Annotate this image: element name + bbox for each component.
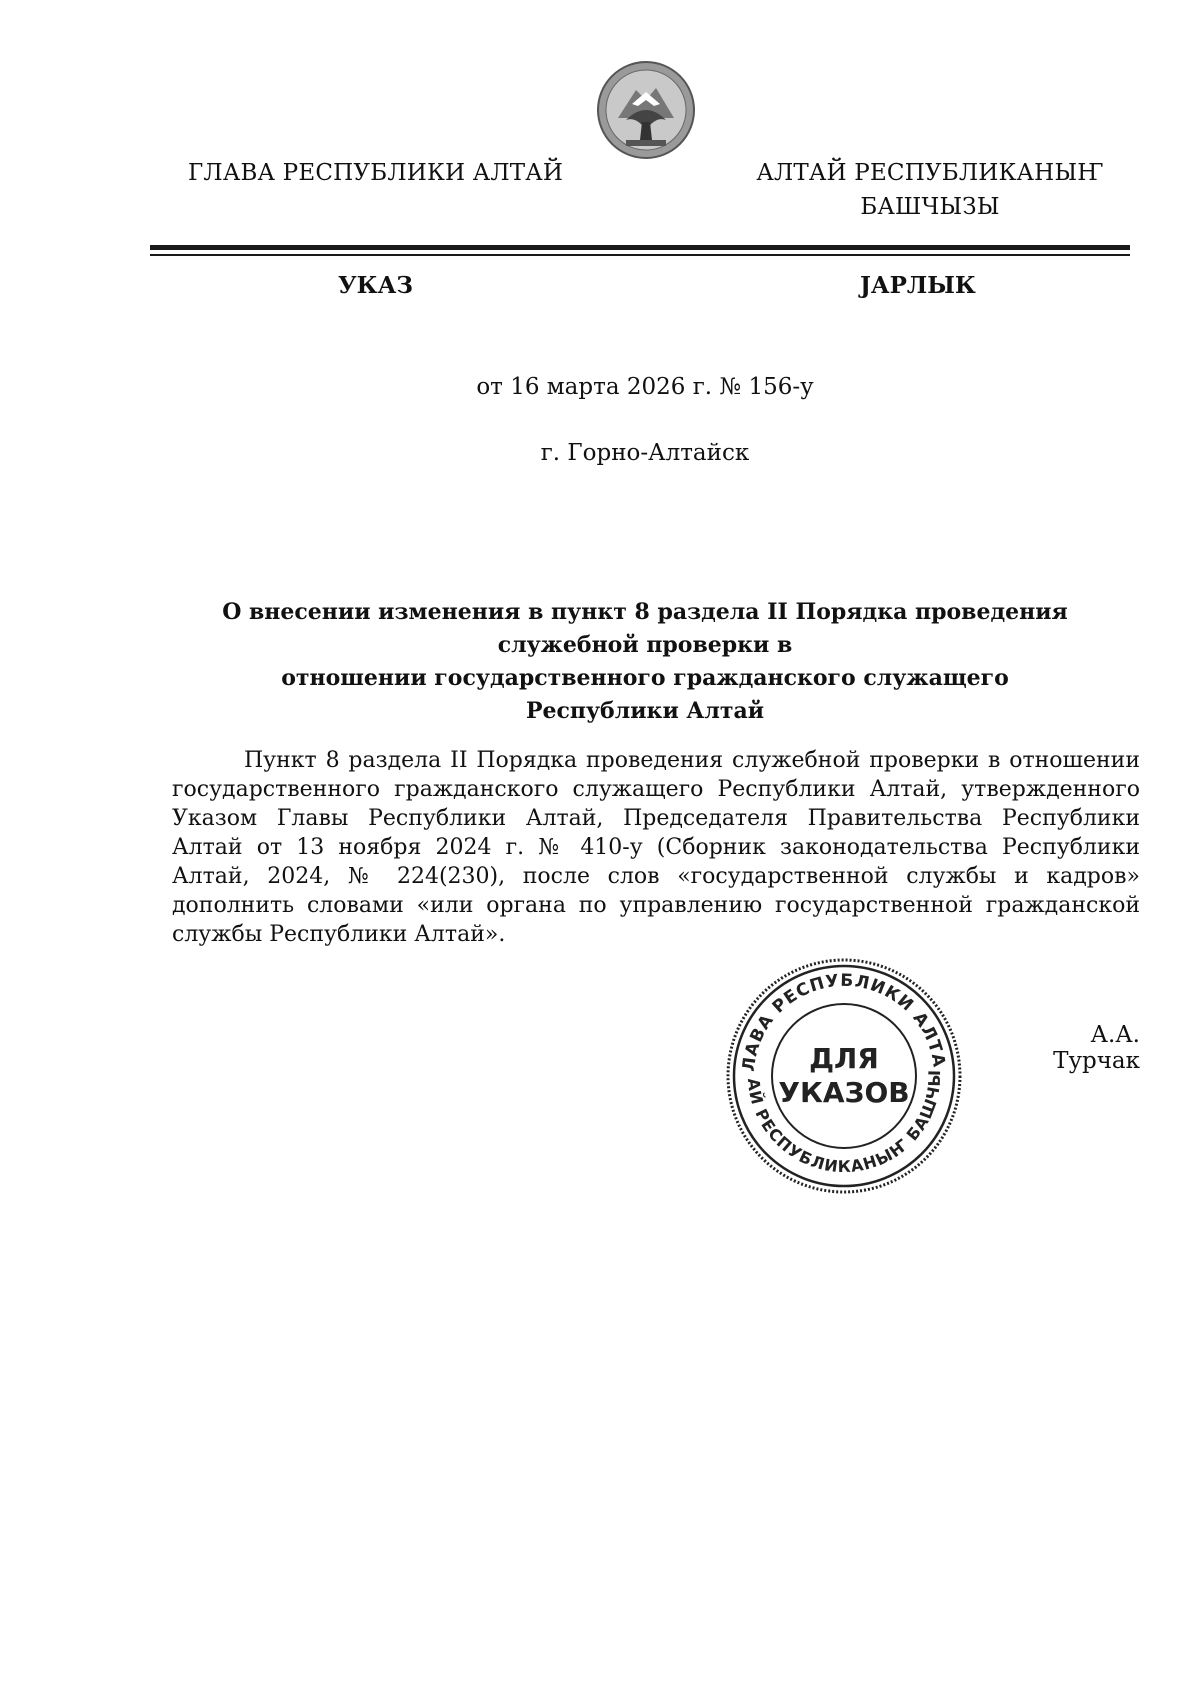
header-left-title: ГЛАВА РЕСПУБЛИКИ АЛТАЙ xyxy=(188,160,564,186)
date-and-number: от 16 марта 2026 г. № 156-у xyxy=(476,374,814,400)
body-paragraph: Пункт 8 раздела II Порядка проведения служебной проверки в отношении государственного гражданского служащего Республики Алтай, утвержденного Указом Главы Республики Алтай, Председателя Правительства Республики Алтай от 13 ноября 2024 г. № 410-у (Сборник законодательства Республики Алтай, 2024, № 224(230), после слов «государственной службы и кадров» дополнить словами «или органа по управлению государственной гражданской службы Республики Алтай». xyxy=(172,748,1140,947)
official-stamp xyxy=(724,956,964,1196)
title-line-1: О внесении изменения в пункт 8 раздела II Порядка проведения служебной проверки в xyxy=(222,599,1068,658)
stamp-text-top: ЛАВА РЕСПУБЛИКИ АЛТА xyxy=(738,970,949,1073)
city: г. Горно-Алтайск xyxy=(540,440,750,466)
header-right-line1: АЛТАЙ РЕСПУБЛИКАНЫҤ xyxy=(756,160,1104,186)
doc-type-russian: УКАЗ xyxy=(338,272,413,299)
header-divider-thick xyxy=(150,245,1130,250)
coat-of-arms-emblem xyxy=(596,60,696,160)
header-right-line2: БАШЧЫЗЫ xyxy=(860,194,1000,220)
document-title xyxy=(150,596,1140,728)
stamp-text-bottom: АЙ РЕСПУБЛИКАНЫҤ БАШЧЫ xyxy=(743,1068,945,1177)
doc-type-altai: ЈАРЛЫК xyxy=(860,272,976,299)
title-line-2: отношении государственного гражданского служащего xyxy=(281,665,1009,691)
signatory-name: А.А. Турчак xyxy=(1053,1022,1140,1074)
title-line-3: Республики Алтай xyxy=(525,698,765,724)
stamp-center-line1: ДЛЯ xyxy=(809,1042,879,1075)
header-right-title xyxy=(740,156,1120,224)
header-divider-thin xyxy=(150,254,1130,256)
stamp-center-line2: УКАЗОВ xyxy=(778,1076,910,1109)
